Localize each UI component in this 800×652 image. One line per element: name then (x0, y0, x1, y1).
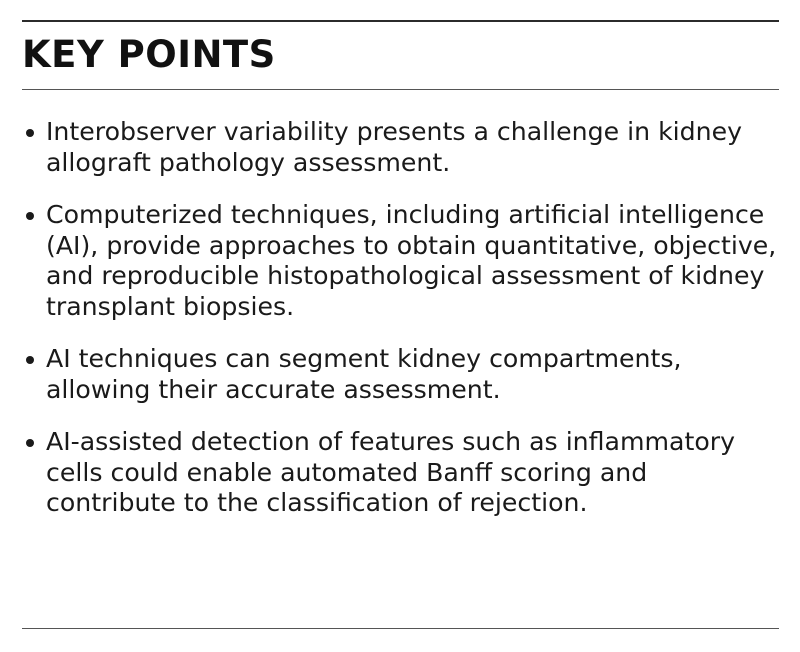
heading-divider (22, 89, 779, 90)
key-point-item (0, 117, 800, 178)
bullet-icon (26, 356, 34, 364)
bullet-icon (26, 439, 34, 447)
key-point-item (0, 344, 800, 405)
key-point-text: AI techniques can segment kidney compartments, allowing their accurate assessment. (46, 344, 682, 404)
top-rule (22, 20, 779, 22)
key-points-list (0, 117, 800, 519)
bullet-icon (26, 212, 34, 220)
key-points-heading: KEY POINTS (22, 33, 276, 76)
key-point-item (0, 427, 800, 519)
key-point-text: AI-assisted detection of features such as inflammatory cells could enable automated Banff scoring and contribute to the classification of rejection. (46, 427, 736, 517)
key-point-text: Computerized techniques, including artificial intelligence (AI), provide approaches to obtain quantitative, objective, and reproducible histopathological assessment of kidney transplant biopsies. (46, 200, 777, 321)
bottom-rule (22, 628, 779, 629)
key-point-text: Interobserver variability presents a challenge in kidney allograft pathology assessment. (46, 117, 743, 177)
bullet-icon (26, 129, 34, 137)
key-point-item (0, 200, 800, 322)
